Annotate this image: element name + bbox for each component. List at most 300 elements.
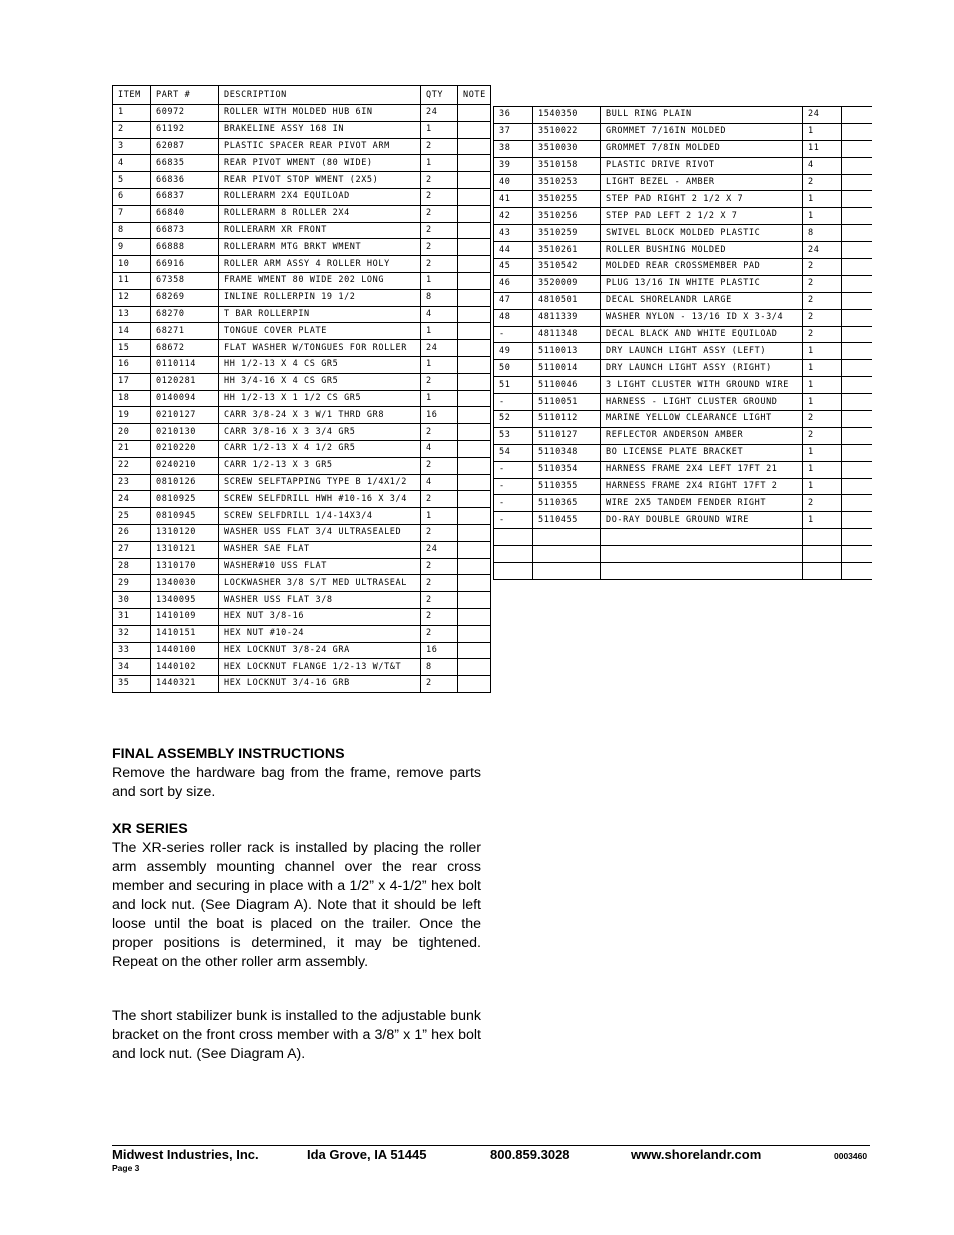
table-row — [113, 323, 491, 340]
cell-description: WASHER USS FLAT 3/4 ULTRASEALED — [219, 524, 421, 541]
cell-note — [458, 105, 491, 122]
cell-part-number: 3510030 — [533, 140, 601, 157]
cell-qty: 1 — [803, 444, 842, 461]
table-row — [113, 440, 491, 457]
footer-website: www.shorelandr.com — [631, 1147, 762, 1162]
cell-qty: 2 — [421, 491, 458, 508]
cell-note — [458, 424, 491, 441]
cell-note — [842, 191, 872, 208]
cell-item: 44 — [494, 242, 533, 259]
cell-item: 39 — [494, 157, 533, 174]
cell-qty: 24 — [803, 107, 842, 124]
cell-note — [458, 676, 491, 693]
cell-note — [458, 121, 491, 138]
cell-note — [458, 239, 491, 256]
table-row — [113, 306, 491, 323]
cell-part-number: 3510256 — [533, 208, 601, 225]
cell-part-number: 1410151 — [151, 625, 219, 642]
table-row — [113, 289, 491, 306]
cell-qty: 2 — [803, 259, 842, 276]
cell-description: DRY LAUNCH LIGHT ASSY (RIGHT) — [601, 360, 803, 377]
cell-qty: 1 — [803, 461, 842, 478]
cell-part-number: 66840 — [151, 205, 219, 222]
cell-item: 16 — [113, 356, 151, 373]
cell-item: 15 — [113, 340, 151, 357]
cell-qty: 1 — [421, 508, 458, 525]
cell-description: CARR 3/8-24 X 3 W/1 THRD GR8 — [219, 407, 421, 424]
cell-note — [458, 138, 491, 155]
cell-note — [458, 575, 491, 592]
cell-item — [494, 529, 533, 546]
cell-qty: 2 — [803, 427, 842, 444]
cell-part-number: 5110051 — [533, 394, 601, 411]
table-row — [113, 205, 491, 222]
footer-city: Ida Grove, IA 51445 — [307, 1147, 427, 1162]
table-row — [113, 524, 491, 541]
cell-qty: 2 — [421, 424, 458, 441]
cell-description: HARNESS FRAME 2X4 LEFT 17FT 21 — [601, 461, 803, 478]
cell-item: 4 — [113, 155, 151, 172]
stabilizer-text: The short stabilizer bunk is installed to the adjustable bunk bracket on the front cross member with a 3/8” x 1” hex bolt and lock nut. (See Diagram A). — [112, 1008, 481, 1062]
cell-part-number: 0810126 — [151, 474, 219, 491]
cell-description: PLASTIC DRIVE RIVOT — [601, 157, 803, 174]
table-row — [113, 676, 491, 693]
cell-qty: 4 — [421, 440, 458, 457]
cell-qty: 8 — [803, 225, 842, 242]
table-row — [113, 256, 491, 273]
table-row — [113, 239, 491, 256]
cell-item: 52 — [494, 411, 533, 428]
cell-part-number: 1440102 — [151, 659, 219, 676]
cell-part-number: 60972 — [151, 105, 219, 122]
cell-note — [458, 491, 491, 508]
cell-note — [842, 208, 872, 225]
cell-note — [842, 157, 872, 174]
cell-qty — [803, 563, 842, 580]
cell-part-number: 66837 — [151, 188, 219, 205]
cell-description: CARR 1/2-13 X 3 GR5 — [219, 457, 421, 474]
cell-description: SCREW SELFTAPPING TYPE B 1/4X1/2 — [219, 474, 421, 491]
cell-note — [842, 478, 872, 495]
cell-qty: 2 — [421, 575, 458, 592]
cell-description: HH 1/2-13 X 1 1/2 CS GR5 — [219, 390, 421, 407]
cell-qty: 24 — [803, 242, 842, 259]
cell-note — [458, 155, 491, 172]
table-header-row — [113, 86, 491, 105]
cell-item: 31 — [113, 608, 151, 625]
cell-description: HARNESS FRAME 2X4 RIGHT 17FT 2 — [601, 478, 803, 495]
header-qty: QTY — [421, 86, 458, 105]
cell-part-number: 5110127 — [533, 427, 601, 444]
cell-note — [458, 256, 491, 273]
cell-note — [842, 107, 872, 124]
table-row — [113, 373, 491, 390]
table-row — [113, 121, 491, 138]
cell-item: 30 — [113, 592, 151, 609]
cell-part-number: 4811348 — [533, 326, 601, 343]
cell-part-number: 68271 — [151, 323, 219, 340]
cell-description: SCREW SELFDRILL HWH #10-16 X 3/4 — [219, 491, 421, 508]
cell-item: 50 — [494, 360, 533, 377]
cell-qty: 24 — [421, 105, 458, 122]
footer-divider — [112, 1145, 870, 1146]
cell-note — [458, 340, 491, 357]
cell-note — [842, 343, 872, 360]
cell-note — [458, 205, 491, 222]
cell-part-number: 5110046 — [533, 377, 601, 394]
cell-item: - — [494, 326, 533, 343]
cell-description: HEX LOCKNUT FLANGE 1/2-13 W/T&T — [219, 659, 421, 676]
footer-company: Midwest Industries, Inc. — [112, 1147, 259, 1162]
cell-qty: 1 — [803, 343, 842, 360]
table-row — [113, 222, 491, 239]
cell-qty: 4 — [803, 157, 842, 174]
cell-description: T BAR ROLLERPIN — [219, 306, 421, 323]
cell-note — [842, 427, 872, 444]
cell-note — [458, 306, 491, 323]
stabilizer-section — [112, 1007, 481, 1064]
cell-item: 7 — [113, 205, 151, 222]
cell-part-number: 3520009 — [533, 275, 601, 292]
cell-part-number: 67358 — [151, 272, 219, 289]
cell-item: - — [494, 495, 533, 512]
cell-part-number: 3510255 — [533, 191, 601, 208]
header-description: DESCRIPTION — [219, 86, 421, 105]
cell-item: 42 — [494, 208, 533, 225]
cell-description: ROLLER WITH MOLDED HUB 6IN — [219, 105, 421, 122]
cell-part-number: 1340095 — [151, 592, 219, 609]
cell-part-number: 5110014 — [533, 360, 601, 377]
cell-qty: 2 — [421, 524, 458, 541]
table-row — [113, 272, 491, 289]
table-row — [494, 461, 872, 478]
cell-item: - — [494, 478, 533, 495]
cell-note — [458, 440, 491, 457]
table-row — [494, 174, 872, 191]
cell-note — [842, 512, 872, 529]
cell-note — [458, 659, 491, 676]
cell-item: 2 — [113, 121, 151, 138]
footer-phone: 800.859.3028 — [490, 1147, 570, 1162]
cell-item: 10 — [113, 256, 151, 273]
table-row — [494, 495, 872, 512]
cell-note — [842, 140, 872, 157]
cell-description: ROLLERARM 8 ROLLER 2X4 — [219, 205, 421, 222]
cell-note — [842, 292, 872, 309]
cell-description: CARR 3/8-16 X 3 3/4 GR5 — [219, 424, 421, 441]
cell-qty: 1 — [803, 478, 842, 495]
cell-part-number: 4811339 — [533, 309, 601, 326]
table-row — [113, 457, 491, 474]
cell-qty: 16 — [421, 407, 458, 424]
parts-list-table-right — [493, 106, 872, 580]
table-row — [494, 394, 872, 411]
footer-doc-code: 0003460 — [834, 1151, 868, 1161]
cell-description: WASHER SAE FLAT — [219, 541, 421, 558]
cell-part-number: 0810945 — [151, 508, 219, 525]
cell-item: 20 — [113, 424, 151, 441]
table-row — [113, 172, 491, 189]
cell-description: CARR 1/2-13 X 4 1/2 GR5 — [219, 440, 421, 457]
header-part: PART # — [151, 86, 219, 105]
cell-note — [458, 272, 491, 289]
cell-item: 46 — [494, 275, 533, 292]
cell-note — [842, 259, 872, 276]
parts-list-body-left — [113, 86, 491, 693]
table-row — [113, 390, 491, 407]
cell-part-number: 66836 — [151, 172, 219, 189]
cell-part-number: 0140094 — [151, 390, 219, 407]
cell-part-number: 1310120 — [151, 524, 219, 541]
cell-item: 21 — [113, 440, 151, 457]
cell-qty: 1 — [803, 394, 842, 411]
cell-note — [458, 541, 491, 558]
table-row — [113, 541, 491, 558]
cell-note — [842, 123, 872, 140]
cell-qty: 1 — [421, 155, 458, 172]
cell-part-number: 0110114 — [151, 356, 219, 373]
cell-note — [842, 275, 872, 292]
cell-description: LOCKWASHER 3/8 S/T MED ULTRASEAL — [219, 575, 421, 592]
cell-qty: 2 — [421, 592, 458, 609]
cell-item: 8 — [113, 222, 151, 239]
table-row — [494, 377, 872, 394]
cell-part-number: 3510022 — [533, 123, 601, 140]
cell-description: INLINE ROLLERPIN 19 1/2 — [219, 289, 421, 306]
header-note: NOTE — [458, 86, 491, 105]
cell-part-number: 68269 — [151, 289, 219, 306]
cell-qty: 1 — [421, 121, 458, 138]
cell-note — [842, 225, 872, 242]
cell-description: WASHER USS FLAT 3/8 — [219, 592, 421, 609]
cell-part-number: 3510542 — [533, 259, 601, 276]
cell-qty: 1 — [803, 360, 842, 377]
cell-part-number: 4810501 — [533, 292, 601, 309]
cell-description: HARNESS - LIGHT CLUSTER GROUND — [601, 394, 803, 411]
cell-item: 51 — [494, 377, 533, 394]
cell-description: WIRE 2X5 TANDEM FENDER RIGHT — [601, 495, 803, 512]
cell-description: GROMMET 7/8IN MOLDED — [601, 140, 803, 157]
cell-part-number: 5110112 — [533, 411, 601, 428]
cell-note — [842, 326, 872, 343]
cell-qty: 2 — [421, 188, 458, 205]
cell-note — [458, 608, 491, 625]
cell-description: MARINE YELLOW CLEARANCE LIGHT — [601, 411, 803, 428]
cell-description: LIGHT BEZEL - AMBER — [601, 174, 803, 191]
cell-part-number: 3510259 — [533, 225, 601, 242]
cell-note — [458, 592, 491, 609]
cell-part-number: 1310170 — [151, 558, 219, 575]
cell-note — [842, 309, 872, 326]
table-row — [113, 575, 491, 592]
cell-item: 43 — [494, 225, 533, 242]
cell-part-number: 1310121 — [151, 541, 219, 558]
cell-note — [458, 625, 491, 642]
table-row — [113, 105, 491, 122]
cell-qty: 2 — [421, 457, 458, 474]
cell-qty: 1 — [803, 191, 842, 208]
table-row — [113, 608, 491, 625]
cell-description: SWIVEL BLOCK MOLDED PLASTIC — [601, 225, 803, 242]
table-row — [113, 508, 491, 525]
cell-qty: 2 — [421, 222, 458, 239]
final-assembly-section — [112, 745, 481, 802]
cell-item: 25 — [113, 508, 151, 525]
cell-part-number: 3510261 — [533, 242, 601, 259]
cell-qty: 2 — [421, 676, 458, 693]
table-row — [113, 138, 491, 155]
cell-description: 3 LIGHT CLUSTER WITH GROUND WIRE — [601, 377, 803, 394]
cell-description: HEX NUT #10-24 — [219, 625, 421, 642]
cell-qty: 24 — [421, 340, 458, 357]
table-row — [494, 546, 872, 563]
cell-part-number: 66873 — [151, 222, 219, 239]
cell-qty: 2 — [803, 309, 842, 326]
cell-item: 1 — [113, 105, 151, 122]
cell-part-number: 5110355 — [533, 478, 601, 495]
cell-qty: 1 — [803, 123, 842, 140]
cell-note — [458, 558, 491, 575]
cell-note — [842, 461, 872, 478]
cell-item: 53 — [494, 427, 533, 444]
cell-item: 23 — [113, 474, 151, 491]
xr-series-section — [112, 820, 481, 972]
cell-item: 41 — [494, 191, 533, 208]
cell-qty: 2 — [803, 411, 842, 428]
cell-note — [458, 373, 491, 390]
header-item: ITEM — [113, 86, 151, 105]
xr-series-heading: XR SERIES — [112, 821, 188, 837]
cell-description: GROMMET 7/16IN MOLDED — [601, 123, 803, 140]
cell-part-number: 0210127 — [151, 407, 219, 424]
table-row — [113, 188, 491, 205]
table-row — [113, 407, 491, 424]
cell-description: ROLLERARM XR FRONT — [219, 222, 421, 239]
cell-qty: 8 — [421, 289, 458, 306]
cell-description: HH 3/4-16 X 4 CS GR5 — [219, 373, 421, 390]
cell-item: 12 — [113, 289, 151, 306]
cell-qty: 2 — [421, 239, 458, 256]
cell-description: FRAME WMENT 80 WIDE 202 LONG — [219, 272, 421, 289]
cell-description: MOLDED REAR CROSSMEMBER PAD — [601, 259, 803, 276]
cell-part-number: 68672 — [151, 340, 219, 357]
cell-part-number: 66916 — [151, 256, 219, 273]
cell-item: 34 — [113, 659, 151, 676]
cell-part-number: 1440100 — [151, 642, 219, 659]
table-row — [494, 360, 872, 377]
cell-item: 35 — [113, 676, 151, 693]
cell-qty: 11 — [803, 140, 842, 157]
cell-part-number: 66888 — [151, 239, 219, 256]
table-row — [494, 529, 872, 546]
cell-item: 19 — [113, 407, 151, 424]
table-row — [494, 309, 872, 326]
final-assembly-text: Remove the hardware bag from the frame, remove parts and sort by size. — [112, 765, 481, 800]
cell-qty: 1 — [421, 272, 458, 289]
cell-note — [458, 407, 491, 424]
table-row — [113, 625, 491, 642]
cell-item: 11 — [113, 272, 151, 289]
cell-note — [842, 546, 872, 563]
cell-part-number: 68270 — [151, 306, 219, 323]
cell-part-number: 5110365 — [533, 495, 601, 512]
cell-part-number: 3510253 — [533, 174, 601, 191]
cell-description: HEX NUT 3/8-16 — [219, 608, 421, 625]
cell-note — [842, 529, 872, 546]
table-row — [494, 292, 872, 309]
cell-item: 49 — [494, 343, 533, 360]
table-row — [113, 558, 491, 575]
cell-qty: 1 — [421, 390, 458, 407]
cell-note — [458, 188, 491, 205]
cell-item: 33 — [113, 642, 151, 659]
cell-part-number: 5110455 — [533, 512, 601, 529]
table-row — [113, 491, 491, 508]
cell-item — [494, 546, 533, 563]
cell-item: 14 — [113, 323, 151, 340]
cell-description: REAR PIVOT WMENT (80 WIDE) — [219, 155, 421, 172]
cell-item: 22 — [113, 457, 151, 474]
cell-qty: 2 — [803, 495, 842, 512]
cell-part-number — [533, 563, 601, 580]
cell-qty: 2 — [803, 174, 842, 191]
cell-part-number: 0210220 — [151, 440, 219, 457]
cell-note — [458, 289, 491, 306]
table-row — [113, 424, 491, 441]
cell-description: REFLECTOR ANDERSON AMBER — [601, 427, 803, 444]
cell-description: TONGUE COVER PLATE — [219, 323, 421, 340]
cell-note — [458, 457, 491, 474]
table-row — [494, 157, 872, 174]
cell-item: 54 — [494, 444, 533, 461]
cell-part-number: 1540350 — [533, 107, 601, 124]
cell-qty: 2 — [421, 558, 458, 575]
cell-note — [458, 172, 491, 189]
table-row — [113, 155, 491, 172]
cell-qty: 4 — [421, 306, 458, 323]
table-row — [494, 259, 872, 276]
cell-part-number: 0240210 — [151, 457, 219, 474]
cell-part-number: 5110354 — [533, 461, 601, 478]
table-row — [113, 474, 491, 491]
cell-qty: 2 — [803, 292, 842, 309]
cell-description: STEP PAD RIGHT 2 1/2 X 7 — [601, 191, 803, 208]
cell-item — [494, 563, 533, 580]
cell-qty: 1 — [421, 356, 458, 373]
cell-note — [458, 508, 491, 525]
cell-qty: 16 — [421, 642, 458, 659]
cell-qty: 2 — [421, 138, 458, 155]
cell-description: SCREW SELFDRILL 1/4-14X3/4 — [219, 508, 421, 525]
table-row — [494, 225, 872, 242]
cell-item: 32 — [113, 625, 151, 642]
cell-description: DECAL SHORELANDR LARGE — [601, 292, 803, 309]
table-row — [113, 659, 491, 676]
table-row — [494, 411, 872, 428]
cell-item: 38 — [494, 140, 533, 157]
cell-note — [842, 242, 872, 259]
cell-description: WASHER NYLON - 13/16 ID X 3-3/4 — [601, 309, 803, 326]
cell-qty: 2 — [421, 205, 458, 222]
cell-description — [601, 563, 803, 580]
cell-note — [458, 642, 491, 659]
cell-note — [842, 174, 872, 191]
cell-description — [601, 546, 803, 563]
cell-item: 40 — [494, 174, 533, 191]
cell-part-number: 66835 — [151, 155, 219, 172]
cell-note — [458, 390, 491, 407]
table-row — [494, 478, 872, 495]
